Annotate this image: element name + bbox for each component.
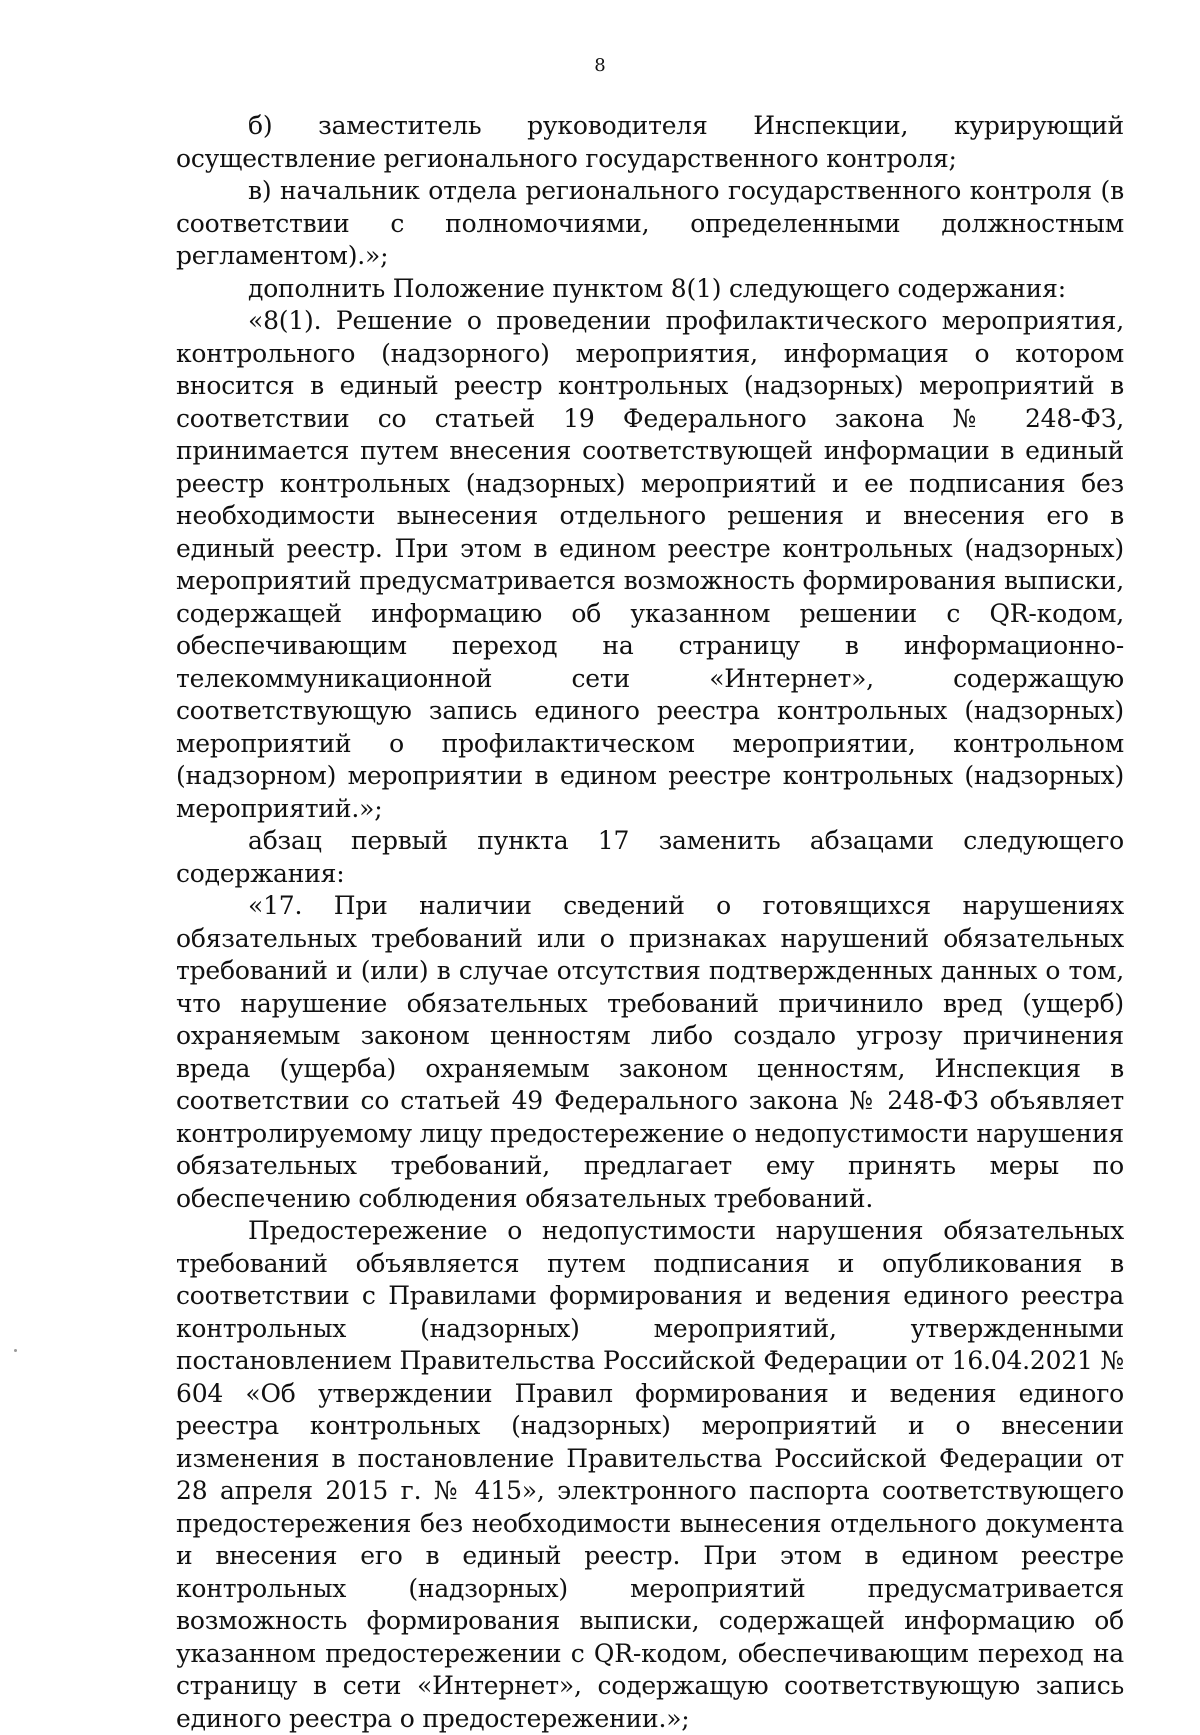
page-number: 8: [594, 55, 606, 76]
paragraph-warning-procedure: Предостережение о недопустимости нарушения обязательных требований объявляется путем подписания и опубликования в соответствии с Правилами формирования и ведения единого реестра контрольных (надзорных) мероприятий, утвержденными постановлением Правительства Российской Федерации от 16.04.2021 № 604 «Об утверждении Правил формирования и ведения единого реестра контрольных (надзорных) мероприятий и о внесении изменения в постановление Правительства Российской Федерации от 28 апреля 2015 г. № 415», электронного паспорта соответствующего предостережения без необходимости вынесения отдельного документа и внесения его в единый реестр. При этом в едином реестре контрольных (надзорных) мероприятий предусматривается возможность формирования выписки, содержащей информацию об указанном предостережении с QR-кодом, обеспечивающим переход на страницу в сети «Интернет», содержащую соответствующую запись единого реестра о предостережении.»;: [176, 1216, 1124, 1733]
paragraph-amendment-intro-8-1: дополнить Положение пунктом 8(1) следующего содержания:: [248, 273, 1066, 303]
paragraph-subitem-v: в) начальник отдела регионального государственного контроля (в соответствии с полномочиями, определенными должностным регламентом).»;: [176, 176, 1124, 270]
paragraph-clause-17: «17. При наличии сведений о готовящихся нарушениях обязательных требований или о признаках нарушений обязательных требований и (или) в случае отсутствия подтвержденных данных о том, что нарушение обязательных требований причинило вред (ущерб) охраняемым законом ценностям либо создало угрозу причинения вреда (ущерба) охраняемым законом ценностям, Инспекция в соответствии со статьей 49 Федерального закона № 248-ФЗ объявляет контролируемому лицу предостережение о недопустимости нарушения обязательных требований, предлагает ему принять меры по обеспечению соблюдения обязательных требований.: [176, 891, 1124, 1213]
paragraph-clause-8-1: «8(1). Решение о проведении профилактического мероприятия, контрольного (надзорного) мероприятия, информация о котором вносится в единый реестр контрольных (надзорных) мероприятий в соответствии со статьей 19 Федерального закона № 248-ФЗ, принимается путем внесения соответствующей информации в единый реестр контрольных (надзорных) мероприятий и ее подписания без необходимости вынесения отдельного решения и внесения его в единый реестр. При этом в едином реестре контрольных (надзорных) мероприятий предусматривается возможность формирования выписки, содержащей информацию об указанном решении с QR-кодом, обеспечивающим переход на страницу в информационно-телекоммуникационной сети «Интернет», содержащую соответствующую запись единого реестра контрольных (надзорных) мероприятий о профилактическом мероприятии, контрольном (надзорном) мероприятии в едином реестре контрольных (надзорных) мероприятий.»;: [176, 306, 1124, 823]
paragraph-subitem-b: б) заместитель руководителя Инспекции, курирующий осуществление регионального государственного контроля;: [176, 111, 1124, 173]
document-body: [176, 110, 1124, 1735]
scan-speck: [14, 1349, 17, 1352]
paragraph-amendment-intro-17: абзац первый пункта 17 заменить абзацами следующего содержания:: [176, 826, 1124, 888]
